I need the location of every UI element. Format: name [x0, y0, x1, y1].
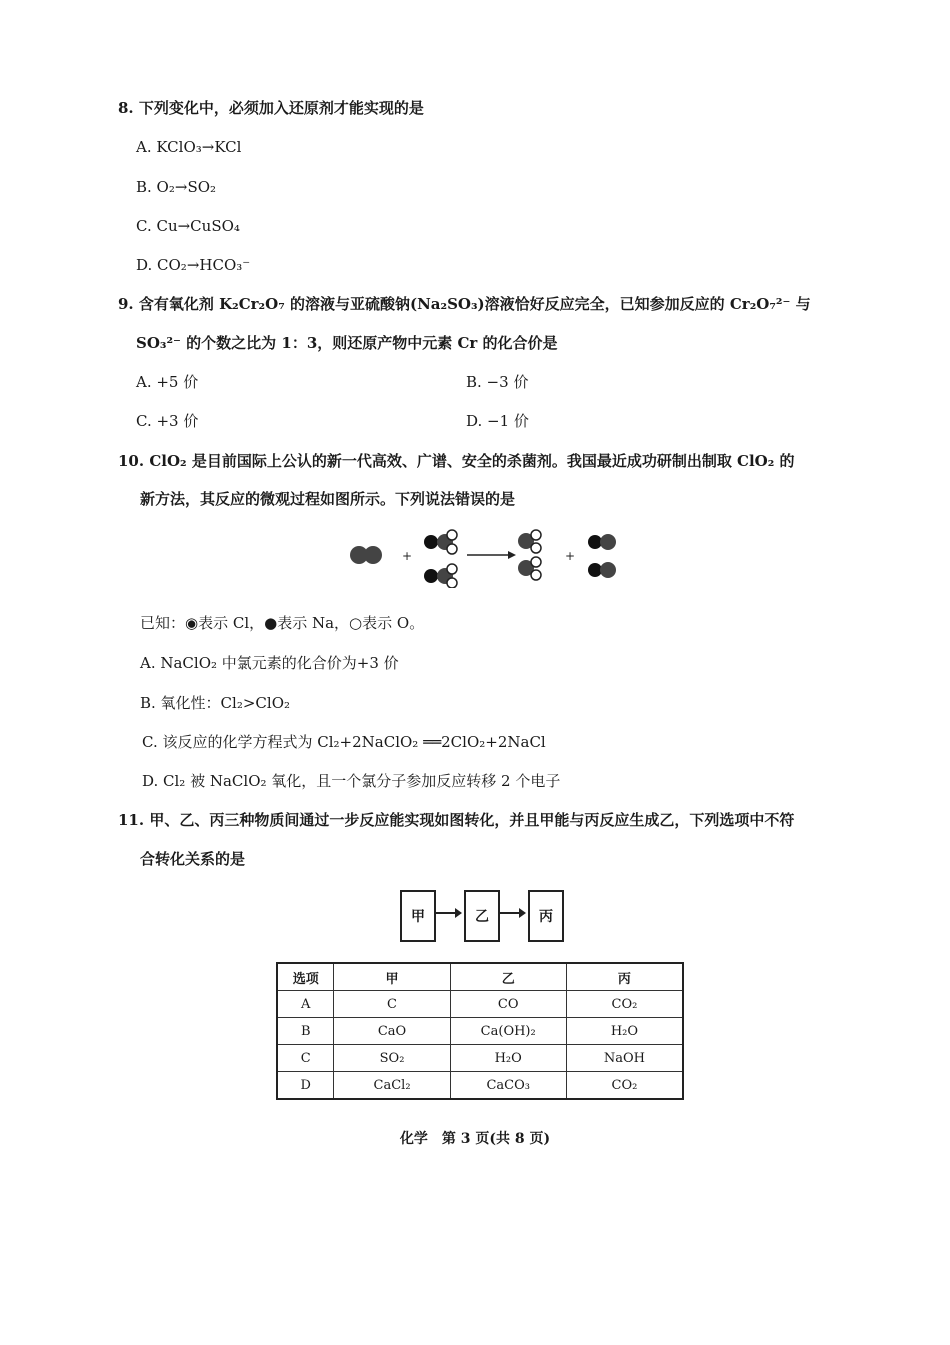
- table-cell: SO₂: [334, 1045, 450, 1072]
- q8-option-c: C. Cu→CuSO₄: [136, 217, 240, 235]
- table-row: [277, 1018, 683, 1045]
- flow-box-yi: 乙: [464, 890, 500, 942]
- q10-stem-line2: 新方法，其反应的微观过程如图所示。下列说法错误的是: [140, 490, 516, 508]
- page-footer: 化学 第 3 页(共 8 页): [399, 1131, 551, 1147]
- table-cell: CO: [450, 991, 566, 1018]
- svg-text:+: +: [565, 549, 576, 563]
- table-cell: NaOH: [566, 1045, 683, 1072]
- q8-option-b: B. O₂→SO₂: [136, 178, 217, 196]
- q9-stem-line1: 9. 含有氧化剂 K₂Cr₂O₇ 的溶液与亚硫酸钠(Na₂SO₃)溶液恰好反应完全，已知参加反应的 Cr₂O₇²⁻ 与: [118, 295, 811, 313]
- table-header-row: [277, 963, 683, 991]
- q10-legend: 已知：◉表示 Cl，●表示 Na，○表示 O。: [140, 614, 425, 632]
- table-cell: H₂O: [450, 1045, 566, 1072]
- table-header-cell: 乙: [450, 963, 566, 991]
- clo2-molecule-top: [518, 530, 541, 553]
- clo2-molecule-bottom: [518, 557, 541, 580]
- q10-option-a: A. NaClO₂ 中氯元素的化合价为+3 价: [140, 654, 399, 672]
- table-cell: CaCl₂: [334, 1072, 450, 1100]
- q9-option-b: B. −3 价: [466, 373, 529, 391]
- table-cell: A: [277, 991, 334, 1018]
- table-row: [277, 1045, 683, 1072]
- table-cell: CaO: [334, 1018, 450, 1045]
- table-cell: C: [334, 991, 450, 1018]
- table-cell: C: [277, 1045, 334, 1072]
- reaction-microscopic-diagram: [345, 528, 625, 588]
- q10-stem-line1: 10. ClO₂ 是目前国际上公认的新一代高效、广谱、安全的杀菌剂。我国最近成功研制出制取 ClO₂ 的: [118, 452, 795, 470]
- table-cell: Ca(OH)₂: [450, 1018, 566, 1045]
- flow-arrow-1: [436, 912, 460, 914]
- table-cell: D: [277, 1072, 334, 1100]
- transformation-flow-diagram: [400, 890, 570, 942]
- q9-option-a: A. +5 价: [136, 373, 199, 391]
- q9-option-c: C. +3 价: [136, 412, 199, 430]
- cl2-molecule: [350, 546, 382, 564]
- q11-stem-line2: 合转化关系的是: [140, 850, 246, 868]
- flow-arrow-2: [500, 912, 524, 914]
- q9-stem-line2: SO₃²⁻ 的个数之比为 1：3，则还原产物中元素 Cr 的化合价是: [136, 334, 558, 352]
- svg-text:+: +: [402, 549, 413, 563]
- q10-option-b: B. 氧化性：Cl₂>ClO₂: [140, 694, 291, 712]
- nacl-molecule-top: [588, 534, 616, 550]
- table-cell: CO₂: [566, 1072, 683, 1100]
- q8-stem: 8. 下列变化中，必须加入还原剂才能实现的是: [118, 99, 424, 117]
- q8-option-d: D. CO₂→HCO₃⁻: [136, 256, 251, 274]
- nacl-molecule-bottom: [588, 562, 616, 578]
- table-row: [277, 991, 683, 1018]
- flow-box-jia: 甲: [400, 890, 436, 942]
- flow-box-bing: 丙: [528, 890, 564, 942]
- q10-option-c: C. 该反应的化学方程式为 Cl₂+2NaClO₂ ══2ClO₂+2NaCl: [142, 733, 546, 751]
- q9-option-d: D. −1 价: [466, 412, 529, 430]
- table-header-cell: 丙: [566, 963, 683, 991]
- q10-option-d: D. Cl₂ 被 NaClO₂ 氧化，且一个氯分子参加反应转移 2 个电子: [142, 772, 561, 790]
- table-cell: B: [277, 1018, 334, 1045]
- q11-stem-line1: 11. 甲、乙、丙三种物质间通过一步反应能实现如图转化，并且甲能与丙反应生成乙，下列选项中不符: [118, 811, 795, 829]
- table-header-cell: 选项: [277, 963, 334, 991]
- q8-option-a: A. KClO₃→KCl: [136, 138, 242, 156]
- table-cell: CaCO₃: [450, 1072, 566, 1100]
- naclo2-molecule-bottom: [424, 564, 457, 588]
- table-row: [277, 1072, 683, 1100]
- table-header-cell: 甲: [334, 963, 450, 991]
- table-cell: H₂O: [566, 1018, 683, 1045]
- naclo2-molecule-top: [424, 530, 457, 554]
- table-cell: CO₂: [566, 991, 683, 1018]
- q11-options-table: [276, 962, 684, 1100]
- reaction-arrow: [467, 551, 516, 559]
